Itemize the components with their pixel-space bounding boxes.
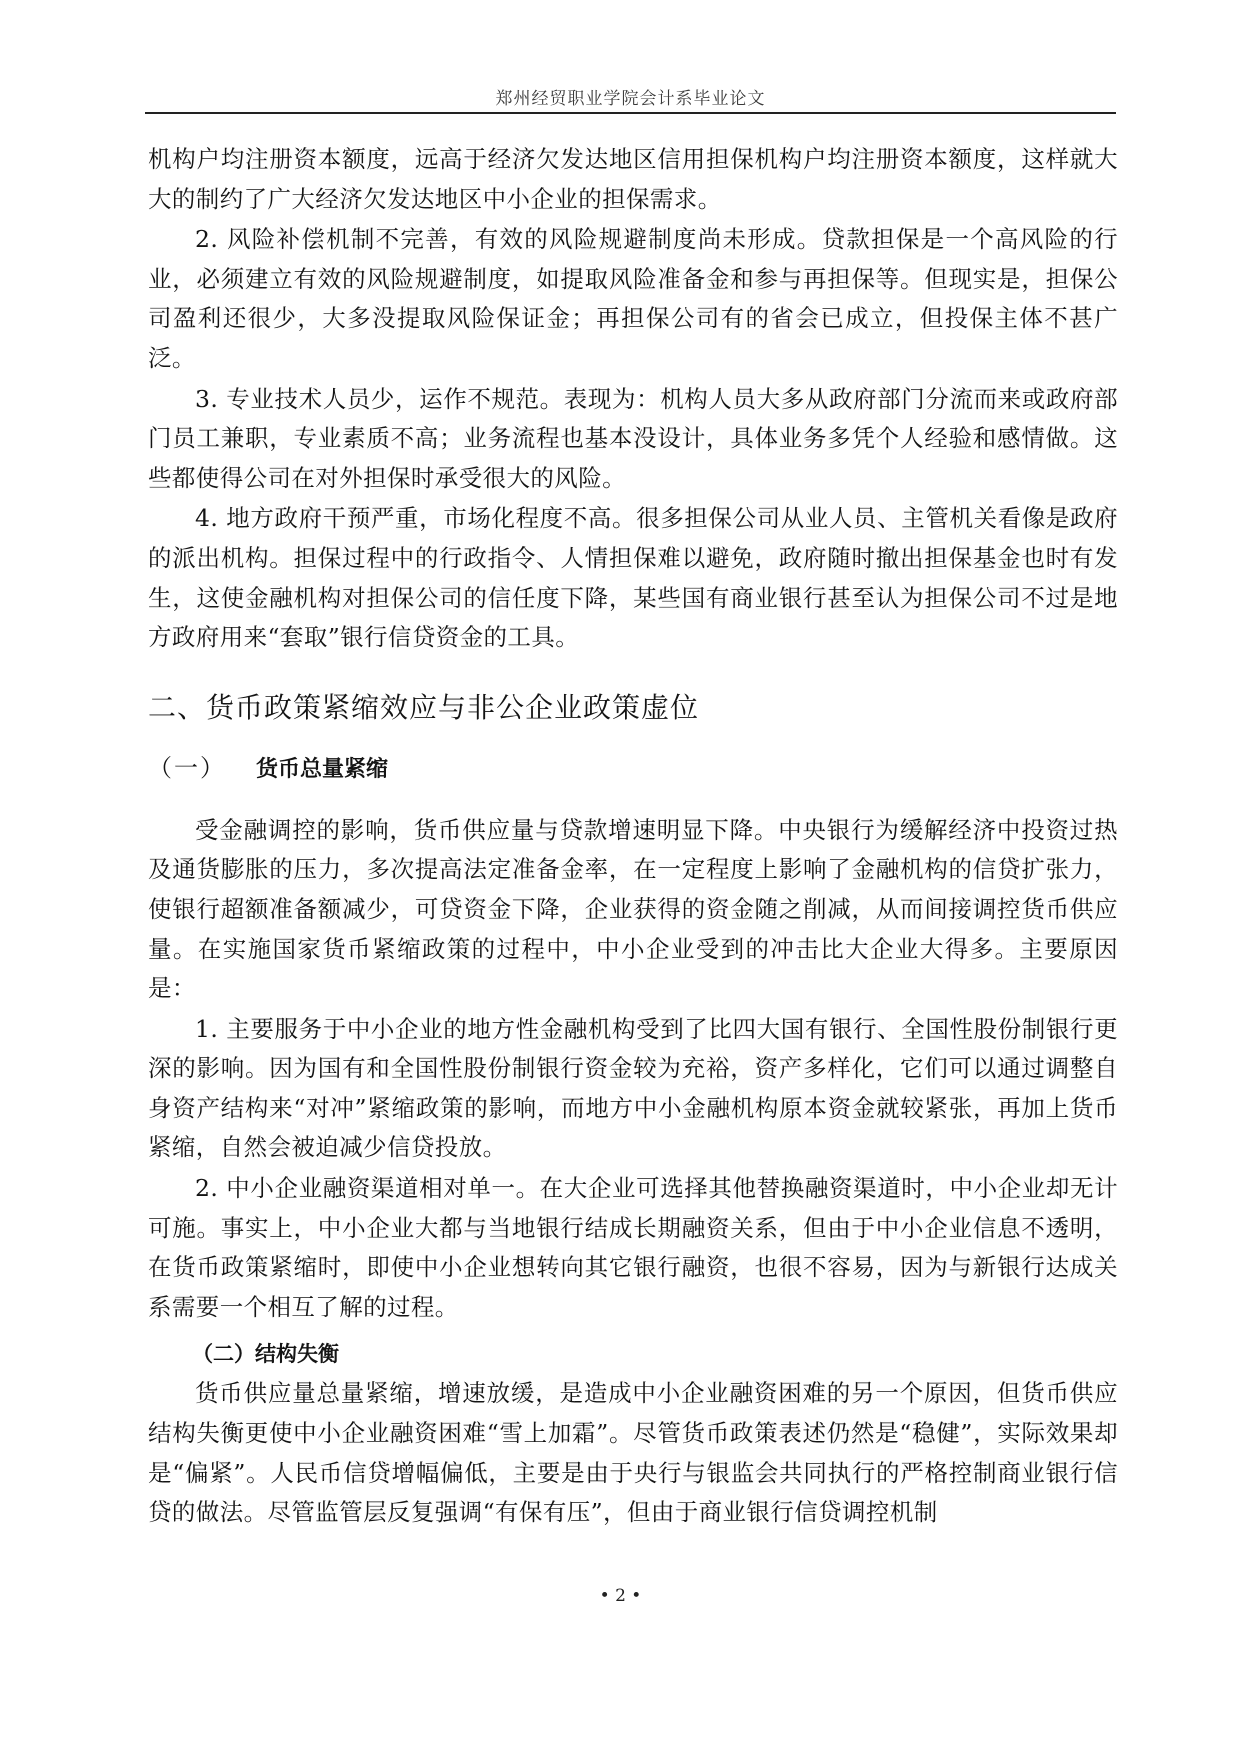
header-rule xyxy=(145,112,1116,114)
subsection-heading-2: （二）结构失衡 xyxy=(192,1342,339,1367)
paragraph-structural-imbalance: 货币供应量总量紧缩，增速放缓，是造成中小企业融资困难的另一个原因，但货币供应结构失衡更使中小企业融资困难“雪上加霜”。尽管货币政策表述仍然是“稳健”，实际效果却是“偏紧”。人民币信贷增幅偏低，主要是由于央行与银监会共同执行的严格控制商业银行信贷的做法。尽管监管层反复强调“有保有压”，但由于商业银行信贷调控机制 xyxy=(148,1379,1118,1527)
paragraph-financing-channels: 2. 中小企业融资渠道相对单一。在大企业可选择其他替换融资渠道时，中小企业却无计可施。事实上，中小企业大都与当地银行结成长期融资关系，但由于中小企业信息不透明，在货币政策紧缩时，即使中小企业想转向其它银行融资，也很不容易，因为与新银行达成关系需要一个相互了解的过程。 xyxy=(148,1174,1118,1321)
paragraph-risk-compensation: 2. 风险补偿机制不完善，有效的风险规避制度尚未形成。贷款担保是一个高风险的行业，必须建立有效的风险规避制度，如提取风险准备金和参与再担保等。但现实是，担保公司盈利还很少，大多没提取风险保证金；再担保公司有的省会已成立，但投保主体不甚广泛。 xyxy=(148,225,1118,372)
subsection-title: 货币总量紧缩 xyxy=(256,756,389,782)
section-heading: 二、货币政策紧缩效应与非公企业政策虚位 xyxy=(148,690,700,724)
paragraph-staff: 3. 专业技术人员少，运作不规范。表现为：机构人员大多从政府部门分流而来或政府部门员工兼职，专业素质不高；业务流程也基本没设计，具体业务多凭个人经验和感情做。这些都使得公司在对外担保时承受很大的风险。 xyxy=(148,384,1118,492)
page-number: • 2 • xyxy=(599,1586,642,1606)
paragraph-local-institutions: 1. 主要服务于中小企业的地方性金融机构受到了比四大国有银行、全国性股份制银行更深的影响。因为国有和全国性股份制银行资金较为充裕，资产多样化，它们可以通过调整自身资产结构来“对冲”紧缩政策的影响，而地方中小金融机构原本资金就较紧张，再加上货币紧缩，自然会被迫减少信贷投放。 xyxy=(148,1014,1118,1162)
subsection-heading-1 xyxy=(148,750,1118,788)
document-body xyxy=(148,140,1118,1533)
page-header: 郑州经贸职业学院会计系毕业论文 xyxy=(495,89,766,109)
paragraph-monetary-total: 受金融调控的影响，货币供应量与贷款增速明显下降。中央银行为缓解经济中投资过热及通货膨胀的压力，多次提高法定准备金率，在一定程度上影响了金融机构的信贷扩张力，使银行超额准备额减少，可贷资金下降，企业获得的资金随之削减，从而间接调控货币供应量。在实施国家货币紧缩政策的过程中，中小企业受到的冲击比大企业大得多。主要原因是： xyxy=(148,815,1118,1003)
subsection-number: （一） xyxy=(148,753,226,782)
paragraph-government-intervention: 4. 地方政府干预严重，市场化程度不高。很多担保公司从业人员、主管机关看像是政府的派出机构。担保过程中的行政指令、人情担保难以避免，政府随时撤出担保基金也时有发生，这使金融机构对担保公司的信任度下降，某些国有商业银行甚至认为担保公司不过是地方政府用来“套取”银行信贷资金的工具。 xyxy=(148,504,1118,652)
paragraph-continued: 机构户均注册资本额度，远高于经济欠发达地区信用担保机构户均注册资本额度，这样就大大的制约了广大经济欠发达地区中小企业的担保需求。 xyxy=(148,145,1118,213)
